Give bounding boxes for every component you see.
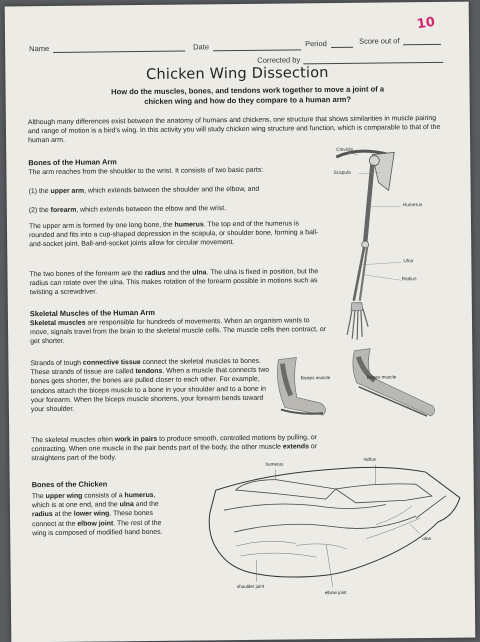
page-title: Chicken Wing Dissection: [5, 64, 469, 85]
muscle-pairs-paragraph: The skeletal muscles often work in pairs to produce smooth, controlled motions by pulling, or contracting. When one muscle in the pair bends part of the body, the other muscle extends or straightens part of the body.: [31, 433, 351, 464]
wing-tip-bones: [416, 496, 446, 518]
heading-chicken-bones: Bones of the Chicken: [32, 479, 108, 489]
worksheet-page: [5, 2, 476, 642]
guiding-question: How do the muscles, bones, and tendons work together to move a joint of a chicken wing and how do they compare to a human arm?: [98, 84, 398, 107]
intro-paragraph: Although many differences exist between the anatomy of humans and chickens, one structure that shows similarities in muscle pairing and range of motion is a bird's wing. In this activity you will study chicken wing structure and function, which is comparable to that of the human arm.: [28, 114, 446, 146]
wrist-bones: [351, 303, 363, 311]
forearm-paragraph: The two bones of the forearm are the radius and the ulna. The ulna is fixed in position, but the radius can rotate over the ulna. This makes rotation of the forearm possible in motions such as twisting a screwdriver.: [29, 267, 319, 298]
period-field[interactable]: [331, 47, 353, 48]
label-wing-humerus: humerus: [265, 462, 283, 467]
human-bones-intro: The arm reaches from the shoulder to the wrist. It consists of two basic parts:: [28, 165, 318, 177]
name-label: Name: [29, 44, 49, 53]
chicken-bones-paragraph: The upper wing consists of a humerus, which is at one end, and the ulna and the radius at the lower wing. These bones connect at the elbow joint. The rest of the wing is composed of modified hand bones.: [32, 491, 164, 538]
heading-human-bones: Bones of the Human Arm: [28, 157, 117, 167]
date-field[interactable]: [213, 49, 301, 51]
corrected-label: Corrected by: [257, 55, 300, 64]
label-shoulder-joint: shoulder joint: [237, 584, 264, 589]
label-radius: Radius: [402, 277, 417, 282]
score-handwritten: 10: [416, 15, 436, 33]
lower-muscle-line: [234, 516, 416, 532]
humerus-bone: [364, 165, 373, 243]
score-field[interactable]: [403, 44, 441, 45]
biceps-extended-arm-illustration: [344, 346, 445, 423]
hand-bones: [347, 309, 368, 340]
list-item-upper-arm: (1) the upper arm, which extends between the shoulder and the elbow, and: [29, 184, 319, 196]
date-label: Date: [193, 42, 209, 51]
label-wing-radius: radius: [363, 457, 376, 462]
wing-outline: [209, 466, 461, 578]
tendons-paragraph: Strands of tough connective tissue connect the skeletal muscles to bones. These strands of tissue are called tendons. When a muscle that connects two bones gets shorter, the bones are pulled closer to each other. For example, tendons attach the biceps muscle to a bone in your shoulder and to a bone in your forearm. When the biceps muscle shortens, your forearm bends toward your shoulder.: [30, 357, 275, 415]
period-label: Period: [305, 39, 327, 48]
humerus-head: [369, 156, 379, 166]
label-elbow-joint: elbow joint: [325, 590, 347, 595]
skeletal-muscles-paragraph: Skeletal muscles are responsible for hundreds of movements. When an organism wants to move, signals travel from the brain to the skeletal muscle cells. The muscle cells then contract, or get shorter.: [30, 316, 330, 347]
label-clavicle: Clavicle: [336, 148, 353, 153]
humerus-outline: [236, 479, 336, 500]
label-scapula: Scapula: [333, 171, 350, 176]
biceps-bent-arm-illustration: [270, 353, 341, 424]
humerus-paragraph: The upper arm is formed by one long bone, the humerus. The top end of the humerus is rounded and fits into a cup-shaped depression in the scapula, or shoulder bone, forming a ball-and-socket joint. Ball-and-socket joints allow for circular movement.: [29, 219, 319, 250]
list-item-forearm: (2) the forearm, which extends between the elbow and the wrist.: [29, 203, 319, 215]
heading-human-muscles: Skeletal Muscles of the Human Arm: [30, 308, 155, 318]
score-label: Score out of: [359, 36, 400, 45]
label-humerus: Humerus: [403, 203, 423, 208]
label-wing-ulna: ulna: [422, 536, 431, 541]
chicken-wing-diagram: [175, 448, 467, 601]
upper-wing-muscle-line: [224, 503, 386, 510]
label-biceps-left: Biceps muscle: [301, 375, 331, 380]
label-ulna: Ulna: [403, 259, 413, 264]
radius-ulna-outline: [336, 484, 432, 504]
label-biceps-right: Biceps muscle: [367, 374, 397, 379]
name-field[interactable]: [53, 51, 185, 53]
